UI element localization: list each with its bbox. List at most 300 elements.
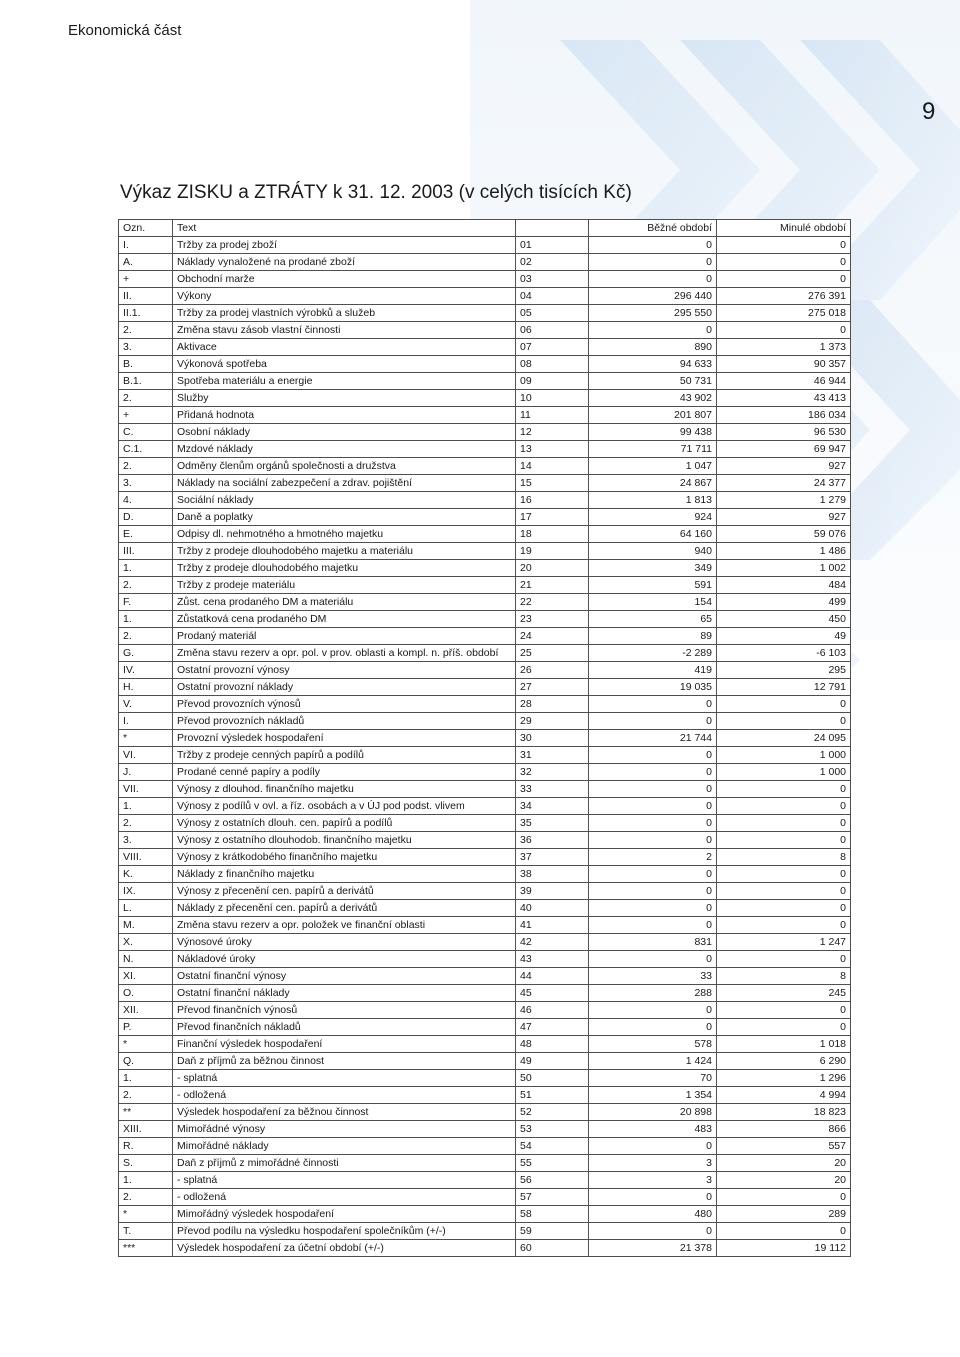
row-previous-value: 1 002 <box>717 560 851 577</box>
row-text: Výsledek hospodaření za běžnou činnost <box>173 1104 516 1121</box>
row-ozn: S. <box>119 1155 173 1172</box>
row-ozn: D. <box>119 509 173 526</box>
row-ozn: 1. <box>119 798 173 815</box>
row-code: 42 <box>516 934 589 951</box>
row-current-value: 21 744 <box>589 730 717 747</box>
row-ozn: 2. <box>119 458 173 475</box>
row-current-value: 288 <box>589 985 717 1002</box>
row-text: Spotřeba materiálu a energie <box>173 373 516 390</box>
row-code: 41 <box>516 917 589 934</box>
row-current-value: 154 <box>589 594 717 611</box>
row-code: 17 <box>516 509 589 526</box>
row-text: Výnosy z ostatních dlouh. cen. papírů a podílů <box>173 815 516 832</box>
row-code: 10 <box>516 390 589 407</box>
table-row <box>119 458 851 475</box>
row-code: 32 <box>516 764 589 781</box>
row-ozn: B.1. <box>119 373 173 390</box>
row-ozn: V. <box>119 696 173 713</box>
row-current-value: 0 <box>589 254 717 271</box>
row-ozn: I. <box>119 713 173 730</box>
row-text: Přidaná hodnota <box>173 407 516 424</box>
row-previous-value: 43 413 <box>717 390 851 407</box>
row-text: Osobní náklady <box>173 424 516 441</box>
row-code: 56 <box>516 1172 589 1189</box>
row-current-value: 0 <box>589 832 717 849</box>
row-ozn: XII. <box>119 1002 173 1019</box>
row-current-value: 3 <box>589 1155 717 1172</box>
row-ozn: * <box>119 1206 173 1223</box>
row-code: 37 <box>516 849 589 866</box>
row-code: 34 <box>516 798 589 815</box>
row-code: 03 <box>516 271 589 288</box>
row-text: Mimořádné výnosy <box>173 1121 516 1138</box>
row-code: 45 <box>516 985 589 1002</box>
row-previous-value: 1 000 <box>717 764 851 781</box>
row-ozn: ** <box>119 1104 173 1121</box>
row-text: Nákladové úroky <box>173 951 516 968</box>
row-code: 53 <box>516 1121 589 1138</box>
row-previous-value: 59 076 <box>717 526 851 543</box>
row-ozn: 2. <box>119 628 173 645</box>
row-previous-value: 927 <box>717 458 851 475</box>
row-text: Odměny členům orgánů společnosti a družstva <box>173 458 516 475</box>
row-current-value: 2 <box>589 849 717 866</box>
row-previous-value: 0 <box>717 237 851 254</box>
row-text: Výnosy z dlouhod. finančního majetku <box>173 781 516 798</box>
table-row <box>119 781 851 798</box>
row-text: Převod provozních nákladů <box>173 713 516 730</box>
row-current-value: 201 807 <box>589 407 717 424</box>
table-row <box>119 441 851 458</box>
row-ozn: H. <box>119 679 173 696</box>
row-code: 31 <box>516 747 589 764</box>
row-current-value: 0 <box>589 237 717 254</box>
row-current-value: 33 <box>589 968 717 985</box>
row-previous-value: 0 <box>717 832 851 849</box>
row-text: Odpisy dl. nehmotného a hmotného majetku <box>173 526 516 543</box>
header-code <box>516 220 589 237</box>
row-code: 51 <box>516 1087 589 1104</box>
row-text: Tržby za prodej zboží <box>173 237 516 254</box>
row-previous-value: -6 103 <box>717 645 851 662</box>
table-row <box>119 883 851 900</box>
row-text: Zůstatková cena prodaného DM <box>173 611 516 628</box>
table-row <box>119 764 851 781</box>
row-text: Tržby z prodeje dlouhodobého majetku a materiálu <box>173 543 516 560</box>
row-code: 19 <box>516 543 589 560</box>
table-row <box>119 543 851 560</box>
row-current-value: 89 <box>589 628 717 645</box>
row-current-value: 1 354 <box>589 1087 717 1104</box>
row-ozn: IX. <box>119 883 173 900</box>
row-current-value: 924 <box>589 509 717 526</box>
row-previous-value: 0 <box>717 883 851 900</box>
income-statement-table-container <box>118 219 850 1257</box>
row-current-value: 0 <box>589 866 717 883</box>
row-ozn: 2. <box>119 815 173 832</box>
table-row <box>119 934 851 951</box>
row-previous-value: 19 112 <box>717 1240 851 1257</box>
row-current-value: 0 <box>589 764 717 781</box>
row-ozn: * <box>119 1036 173 1053</box>
row-current-value: 21 378 <box>589 1240 717 1257</box>
row-text: Daň z příjmů za běžnou činnost <box>173 1053 516 1070</box>
table-row <box>119 1104 851 1121</box>
row-current-value: 24 867 <box>589 475 717 492</box>
row-text: Náklady z přecenění cen. papírů a derivátů <box>173 900 516 917</box>
row-code: 15 <box>516 475 589 492</box>
row-text: Výnosy z ostatního dlouhodob. finančního majetku <box>173 832 516 849</box>
row-previous-value: 20 <box>717 1172 851 1189</box>
row-previous-value: 1 296 <box>717 1070 851 1087</box>
row-code: 59 <box>516 1223 589 1240</box>
row-text: Ostatní finanční náklady <box>173 985 516 1002</box>
row-current-value: 296 440 <box>589 288 717 305</box>
table-row <box>119 1155 851 1172</box>
row-code: 06 <box>516 322 589 339</box>
row-ozn: 1. <box>119 1172 173 1189</box>
row-current-value: 480 <box>589 1206 717 1223</box>
table-row <box>119 1087 851 1104</box>
row-code: 21 <box>516 577 589 594</box>
row-current-value: 0 <box>589 815 717 832</box>
row-ozn: 2. <box>119 1189 173 1206</box>
row-ozn: I. <box>119 237 173 254</box>
row-current-value: 0 <box>589 747 717 764</box>
row-ozn: 2. <box>119 322 173 339</box>
row-text: Mimořádný výsledek hospodaření <box>173 1206 516 1223</box>
row-previous-value: 20 <box>717 1155 851 1172</box>
row-text: - splatná <box>173 1172 516 1189</box>
row-text: Změna stavu zásob vlastní činnosti <box>173 322 516 339</box>
row-text: Mimořádné náklady <box>173 1138 516 1155</box>
row-previous-value: 0 <box>717 322 851 339</box>
row-previous-value: 0 <box>717 1019 851 1036</box>
row-code: 09 <box>516 373 589 390</box>
row-ozn: 1. <box>119 611 173 628</box>
row-previous-value: 295 <box>717 662 851 679</box>
page-number: 9 <box>922 98 936 125</box>
row-previous-value: 6 290 <box>717 1053 851 1070</box>
row-text: Převod finančních výnosů <box>173 1002 516 1019</box>
row-code: 25 <box>516 645 589 662</box>
row-current-value: 0 <box>589 322 717 339</box>
row-ozn: III. <box>119 543 173 560</box>
row-previous-value: 0 <box>717 254 851 271</box>
row-text: Daně a poplatky <box>173 509 516 526</box>
row-code: 33 <box>516 781 589 798</box>
row-current-value: 0 <box>589 917 717 934</box>
row-text: - odložená <box>173 1189 516 1206</box>
table-row <box>119 322 851 339</box>
row-code: 39 <box>516 883 589 900</box>
table-row <box>119 747 851 764</box>
row-code: 14 <box>516 458 589 475</box>
table-row <box>119 305 851 322</box>
row-current-value: 0 <box>589 798 717 815</box>
row-code: 20 <box>516 560 589 577</box>
table-row <box>119 1036 851 1053</box>
row-code: 24 <box>516 628 589 645</box>
row-code: 13 <box>516 441 589 458</box>
table-row <box>119 373 851 390</box>
row-previous-value: 69 947 <box>717 441 851 458</box>
row-text: Provozní výsledek hospodaření <box>173 730 516 747</box>
row-ozn: II. <box>119 288 173 305</box>
table-row <box>119 577 851 594</box>
row-ozn: * <box>119 730 173 747</box>
row-previous-value: 1 247 <box>717 934 851 951</box>
row-ozn: K. <box>119 866 173 883</box>
row-previous-value: 1 018 <box>717 1036 851 1053</box>
table-row <box>119 594 851 611</box>
row-current-value: 1 813 <box>589 492 717 509</box>
table-row <box>119 611 851 628</box>
table-row <box>119 560 851 577</box>
table-row <box>119 832 851 849</box>
row-current-value: 591 <box>589 577 717 594</box>
row-code: 58 <box>516 1206 589 1223</box>
row-previous-value: 1 373 <box>717 339 851 356</box>
row-ozn: T. <box>119 1223 173 1240</box>
table-row <box>119 1240 851 1257</box>
row-current-value: 831 <box>589 934 717 951</box>
row-code: 38 <box>516 866 589 883</box>
row-previous-value: 927 <box>717 509 851 526</box>
row-ozn: 4. <box>119 492 173 509</box>
row-text: Převod finančních nákladů <box>173 1019 516 1036</box>
table-row <box>119 509 851 526</box>
row-text: Výnosy z krátkodobého finančního majetku <box>173 849 516 866</box>
table-row <box>119 390 851 407</box>
row-text: Náklady na sociální zabezpečení a zdrav. pojištění <box>173 475 516 492</box>
row-current-value: 1 047 <box>589 458 717 475</box>
row-current-value: 0 <box>589 696 717 713</box>
table-row <box>119 254 851 271</box>
table-row <box>119 1002 851 1019</box>
row-previous-value: 0 <box>717 781 851 798</box>
row-ozn: 3. <box>119 475 173 492</box>
table-row <box>119 424 851 441</box>
row-ozn: C.1. <box>119 441 173 458</box>
row-text: Náklady vynaložené na prodané zboží <box>173 254 516 271</box>
row-ozn: 2. <box>119 390 173 407</box>
row-text: Mzdové náklady <box>173 441 516 458</box>
row-code: 46 <box>516 1002 589 1019</box>
row-code: 47 <box>516 1019 589 1036</box>
row-text: Výkony <box>173 288 516 305</box>
row-text: Náklady z finančního majetku <box>173 866 516 883</box>
row-previous-value: 0 <box>717 798 851 815</box>
row-current-value: 71 711 <box>589 441 717 458</box>
row-code: 40 <box>516 900 589 917</box>
row-ozn: A. <box>119 254 173 271</box>
row-previous-value: 24 377 <box>717 475 851 492</box>
row-ozn: VIII. <box>119 849 173 866</box>
table-row <box>119 798 851 815</box>
table-row <box>119 815 851 832</box>
table-row <box>119 407 851 424</box>
row-previous-value: 245 <box>717 985 851 1002</box>
table-row <box>119 271 851 288</box>
table-row <box>119 288 851 305</box>
row-ozn: F. <box>119 594 173 611</box>
row-ozn: VI. <box>119 747 173 764</box>
table-row <box>119 526 851 543</box>
row-code: 48 <box>516 1036 589 1053</box>
row-current-value: 295 550 <box>589 305 717 322</box>
row-current-value: 3 <box>589 1172 717 1189</box>
table-row <box>119 1053 851 1070</box>
table-row <box>119 696 851 713</box>
row-current-value: 50 731 <box>589 373 717 390</box>
row-previous-value: 96 530 <box>717 424 851 441</box>
row-previous-value: 484 <box>717 577 851 594</box>
row-previous-value: 0 <box>717 815 851 832</box>
table-row <box>119 1172 851 1189</box>
row-text: Aktivace <box>173 339 516 356</box>
row-previous-value: 0 <box>717 1189 851 1206</box>
row-code: 16 <box>516 492 589 509</box>
row-text: Výnosové úroky <box>173 934 516 951</box>
row-ozn: 3. <box>119 832 173 849</box>
table-row <box>119 1019 851 1036</box>
header-ozn: Ozn. <box>119 220 173 237</box>
row-text: - splatná <box>173 1070 516 1087</box>
row-text: Ostatní provozní náklady <box>173 679 516 696</box>
row-ozn: XIII. <box>119 1121 173 1138</box>
row-code: 23 <box>516 611 589 628</box>
row-code: 29 <box>516 713 589 730</box>
row-current-value: 483 <box>589 1121 717 1138</box>
row-previous-value: 46 944 <box>717 373 851 390</box>
row-current-value: 0 <box>589 271 717 288</box>
row-text: Převod podílu na výsledku hospodaření společníkům (+/-) <box>173 1223 516 1240</box>
row-code: 07 <box>516 339 589 356</box>
table-row <box>119 900 851 917</box>
row-text: Převod provozních výnosů <box>173 696 516 713</box>
row-current-value: 349 <box>589 560 717 577</box>
row-text: Zůst. cena prodaného DM a materiálu <box>173 594 516 611</box>
row-previous-value: 0 <box>717 1223 851 1240</box>
row-current-value: 20 898 <box>589 1104 717 1121</box>
income-statement-table <box>118 219 851 1257</box>
row-code: 43 <box>516 951 589 968</box>
row-previous-value: 12 791 <box>717 679 851 696</box>
row-ozn: Q. <box>119 1053 173 1070</box>
row-current-value: 43 902 <box>589 390 717 407</box>
row-previous-value: 0 <box>717 866 851 883</box>
row-ozn: R. <box>119 1138 173 1155</box>
table-row <box>119 679 851 696</box>
header-current-period: Běžné období <box>589 220 717 237</box>
row-current-value: 0 <box>589 951 717 968</box>
row-previous-value: 186 034 <box>717 407 851 424</box>
row-ozn: IV. <box>119 662 173 679</box>
row-previous-value: 0 <box>717 271 851 288</box>
row-text: Prodané cenné papíry a podíly <box>173 764 516 781</box>
row-previous-value: 0 <box>717 1002 851 1019</box>
section-header: Ekonomická část <box>68 22 182 39</box>
row-previous-value: 1 486 <box>717 543 851 560</box>
row-current-value: 0 <box>589 1019 717 1036</box>
row-code: 30 <box>516 730 589 747</box>
row-text: Změna stavu rezerv a opr. položek ve finanční oblasti <box>173 917 516 934</box>
row-code: 55 <box>516 1155 589 1172</box>
row-previous-value: 289 <box>717 1206 851 1223</box>
row-text: Tržby za prodej vlastních výrobků a služeb <box>173 305 516 322</box>
table-row <box>119 1223 851 1240</box>
header-text: Text <box>173 220 516 237</box>
table-row <box>119 985 851 1002</box>
table-row <box>119 662 851 679</box>
row-ozn: 3. <box>119 339 173 356</box>
row-ozn: 1. <box>119 560 173 577</box>
row-ozn: B. <box>119 356 173 373</box>
row-previous-value: 90 357 <box>717 356 851 373</box>
row-current-value: 64 160 <box>589 526 717 543</box>
row-ozn: N. <box>119 951 173 968</box>
table-row <box>119 475 851 492</box>
row-current-value: 0 <box>589 1138 717 1155</box>
row-ozn: X. <box>119 934 173 951</box>
row-previous-value: 1 279 <box>717 492 851 509</box>
table-row <box>119 1138 851 1155</box>
row-previous-value: 276 391 <box>717 288 851 305</box>
row-ozn: L. <box>119 900 173 917</box>
row-ozn: *** <box>119 1240 173 1257</box>
table-row <box>119 917 851 934</box>
row-current-value: 19 035 <box>589 679 717 696</box>
row-previous-value: 0 <box>717 917 851 934</box>
table-row <box>119 849 851 866</box>
row-text: Služby <box>173 390 516 407</box>
table-row <box>119 1189 851 1206</box>
table-row <box>119 1070 851 1087</box>
row-ozn: J. <box>119 764 173 781</box>
header-previous-period: Minulé období <box>717 220 851 237</box>
row-code: 28 <box>516 696 589 713</box>
row-previous-value: 49 <box>717 628 851 645</box>
table-body <box>119 237 851 1257</box>
row-code: 27 <box>516 679 589 696</box>
row-previous-value: 499 <box>717 594 851 611</box>
row-ozn: VII. <box>119 781 173 798</box>
row-text: Daň z příjmů z mimořádné činnosti <box>173 1155 516 1172</box>
row-code: 08 <box>516 356 589 373</box>
row-previous-value: 1 000 <box>717 747 851 764</box>
row-current-value: 0 <box>589 1223 717 1240</box>
row-code: 60 <box>516 1240 589 1257</box>
row-previous-value: 0 <box>717 951 851 968</box>
row-ozn: O. <box>119 985 173 1002</box>
row-previous-value: 866 <box>717 1121 851 1138</box>
row-current-value: 890 <box>589 339 717 356</box>
row-text: Výkonová spotřeba <box>173 356 516 373</box>
row-text: Tržby z prodeje materiálu <box>173 577 516 594</box>
row-code: 02 <box>516 254 589 271</box>
row-current-value: 70 <box>589 1070 717 1087</box>
table-row <box>119 1121 851 1138</box>
row-code: 12 <box>516 424 589 441</box>
row-current-value: 940 <box>589 543 717 560</box>
row-current-value: 0 <box>589 883 717 900</box>
row-current-value: 99 438 <box>589 424 717 441</box>
row-current-value: -2 289 <box>589 645 717 662</box>
row-code: 52 <box>516 1104 589 1121</box>
table-row <box>119 628 851 645</box>
table-row <box>119 237 851 254</box>
